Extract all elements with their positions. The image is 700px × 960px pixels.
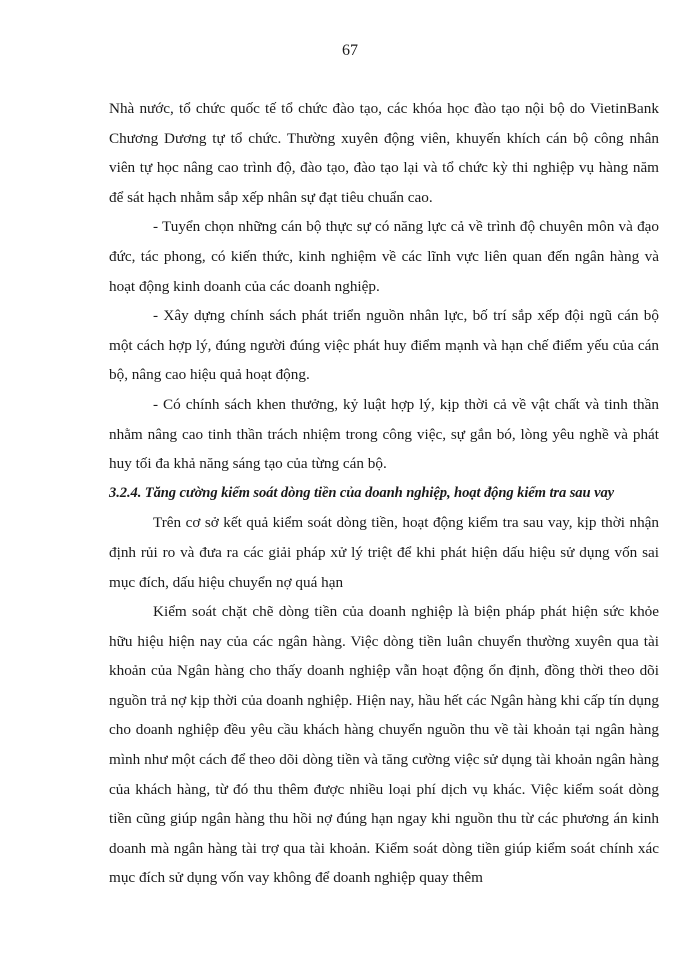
paragraph-continuation: Nhà nước, tổ chức quốc tế tổ chức đào tạo, các khóa học đào tạo nội bộ do VietinBank Chương Dương tự tổ chức. Thường xuyên động viên, khuyến khích cán bộ công nhân viên tự học nâng cao trình độ, đào tạo, đào tạo lại và tổ chức kỳ thi nghiệp vụ hàng năm để sát hạch nhằm sắp xếp nhân sự đạt tiêu chuẩn cao. — [109, 100, 659, 206]
section-heading: 3.2.4. Tăng cường kiểm soát dòng tiền của doanh nghiệp, hoạt động kiểm tra sau vay — [109, 484, 615, 501]
bullet-paragraph-rewards: - Có chính sách khen thưởng, kỷ luật hợp lý, kịp thời cả về vật chất và tinh thần nhằm nâng cao tinh thần trách nhiệm trong công việc, sự gắn bó, lòng yêu nghề và phát huy tối đa khả năng sáng tạo của từng cán bộ. — [109, 395, 659, 473]
page-number: 67 — [342, 42, 358, 59]
bullet-paragraph-recruitment: - Tuyển chọn những cán bộ thực sự có năng lực cả về trình độ chuyên môn và đạo đức, tác phong, có kiến thức, kinh nghiệm về các lĩnh vực liên quan đến ngân hàng và hoạt động kinh doanh của các doanh nghiệp. — [109, 218, 659, 295]
bullet-paragraph-hr-policy: - Xây dựng chính sách phát triển nguồn nhân lực, bố trí sắp xếp đội ngũ cán bộ một cách hợp lý, đúng người đúng việc phát huy điểm mạnh và hạn chế điểm yếu của cán bộ, nâng cao hiệu quả hoạt động. — [109, 307, 659, 384]
section-paragraph-intro: Trên cơ sở kết quả kiểm soát dòng tiền, hoạt động kiểm tra sau vay, kịp thời nhận định rủi ro và đưa ra các giải pháp xử lý triệt để khi phát hiện dấu hiệu sử dụng vốn sai mục đích, dấu hiệu chuyển nợ quá hạn — [109, 514, 659, 591]
section-paragraph-cashflow: Kiểm soát chặt chẽ dòng tiền của doanh nghiệp là biện pháp phát hiện sức khỏe hữu hiệu hiện nay của các ngân hàng. Việc dòng tiền luân chuyển thường xuyên qua tài khoản của Ngân hàng cho thấy doanh nghiệp vẫn hoạt động ổn định, đồng thời theo dõi nguồn trả nợ kịp thời của doanh nghiệp. Hiện nay, hầu hết các Ngân hàng khi cấp tín dụng cho doanh nghiệp đều yêu cầu khách hàng chuyển nguồn thu về tài khoản tại ngân hàng mình như một cách để theo dõi dòng tiền và tăng cường việc sử dụng tài khoản ngân hàng của khách hàng, từ đó thu thêm được nhiều loại phí dịch vụ khác. Việc kiểm soát dòng tiền cũng giúp ngân hàng thu hồi nợ đúng hạn ngay khi nguồn thu từ các phương án kinh doanh mà ngân hàng tài trợ qua tài khoản. Kiểm soát dòng tiền giúp kiểm soát chính xác mục đích sử dụng vốn vay không để doanh nghiệp quay thêm — [109, 603, 659, 887]
body-text — [109, 94, 659, 893]
